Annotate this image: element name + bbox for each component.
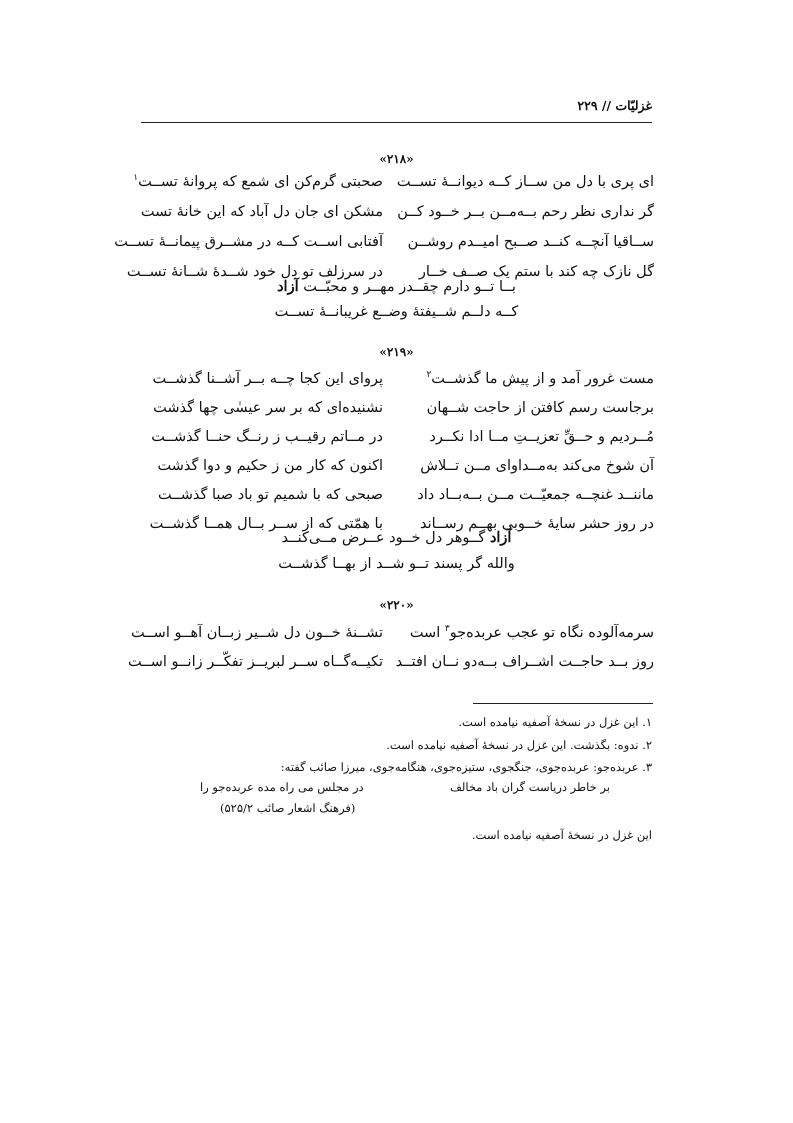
- verse-row: [141, 484, 654, 506]
- verse-row: [130, 622, 654, 644]
- footnote-marker: ۲: [426, 370, 432, 381]
- running-header: [141, 96, 652, 123]
- closing-line: [0, 527, 793, 549]
- hemistich-right: [409, 622, 654, 644]
- hemistich-left: پروای این کجا چــه بــر آشــنا گذشــت: [152, 371, 383, 387]
- footnote-example-verse: [200, 778, 610, 796]
- hemistich-right: گل نازک چه کند با ستم یک صــف خــار: [418, 264, 654, 280]
- hemistich-left: صبحی که با شمیم تو باد صبا گذشــت: [157, 487, 383, 503]
- closing-text: والله گر پسند تــو شــد از بهــا گذشــت: [278, 556, 515, 572]
- pen-name: آزاد: [489, 529, 512, 546]
- example-hemistich-left: در مجلس می راه مده عربده‌جو را: [200, 780, 364, 794]
- verse-row: [141, 426, 654, 448]
- closing-text: گــوهر دل خــود عــرض مــی‌کنــد: [281, 530, 490, 546]
- hemistich-right-text: مست غرور آمد و از پیش ما گذشــت: [431, 371, 654, 387]
- closing-text: کــه دلــم شــیفتهٔ وضــع غریبانــهٔ تســت: [274, 304, 519, 320]
- verse-row: [141, 368, 654, 390]
- footnote-marker: ۳: [444, 624, 450, 635]
- poem-number: «۲۱۸»: [379, 152, 414, 166]
- hemistich-left: در مــاتم رقیــب ز رنــگ حنــا گذشــت: [151, 429, 383, 445]
- closing-line: [0, 276, 793, 298]
- verse-row: [141, 397, 654, 419]
- hemistich-left: در سرزلف تو دل خود شــدهٔ شــانهٔ تســت: [126, 264, 383, 280]
- hemistich-left-text: صحبتی گرم‌کن ای شمع که پروانهٔ تســت: [138, 174, 383, 190]
- hemistich-right: ای پری با دل من ســاز کــه دیوانــهٔ تســت: [396, 174, 654, 190]
- hemistich-right-tail: است: [409, 625, 445, 641]
- closing-line: [0, 553, 793, 575]
- hemistich-right: ســاقیا آنچــه کنــد صــبح امیــدم روشــن: [407, 234, 654, 250]
- example-hemistich-right: بر خاطر دریاست گران باد مخالف: [449, 780, 610, 794]
- poem-number: «۲۱۹»: [379, 345, 414, 359]
- closing-line: [0, 301, 793, 323]
- footnote-2: ۲. ندوه: بگذشت. این غزل در نسخهٔ آصفیه نیامده است.: [386, 738, 652, 752]
- hemistich-right: ماننــد غنچــه جمعیّــت مــن بــه‌بــاد داد: [417, 487, 654, 503]
- hemistich-left: نشنیده‌ای که بر سر عیسٰی چها گذشت: [153, 400, 383, 416]
- hemistich-right: مُــردیم و حــقِّ تعزیــتِ مــا ادا نکــرد: [429, 429, 654, 445]
- verse-row: [141, 455, 654, 477]
- closing-text: بــا تــو دارم چقــدر مهــر و محبّــت: [298, 279, 516, 295]
- hemistich-right: برجاست رسم کافتن از حاجت شــهان: [426, 400, 654, 416]
- footnote-marker: ۱: [133, 173, 139, 184]
- footnote-1: ۱. این غزل در نسخهٔ آصفیه نیامده است.: [458, 715, 652, 729]
- verse-row: [141, 201, 654, 223]
- hemistich-left: با همّتی که از ســر بــال همــا گذشــت: [149, 516, 383, 532]
- hemistich-right-text: سرمه‌آلوده نگاه تو عجب عربده‌جو: [449, 625, 654, 641]
- pen-name: آزاد: [277, 278, 299, 295]
- hemistich-left: اکنون که کار من ز حکیم و دوا گذشت: [157, 458, 383, 474]
- footnote-divider: [473, 703, 653, 704]
- hemistich-right: در روز حشر سایهٔ خــوبی بهــم رســاند: [419, 516, 654, 532]
- hemistich-left: تشــنهٔ خــون دل شــیر زبــان آهــو اســت: [130, 625, 383, 641]
- footnote-source-text: (فرهنگ اشعار صائب ۵۲۵/۲): [220, 801, 356, 815]
- verse-row: [114, 231, 654, 253]
- hemistich-left: [133, 171, 383, 193]
- header-title: غزلیّات // ۲۲۹: [577, 98, 652, 113]
- footnote-3: ۳. عربده‌جو: عربده‌جوی، جنگجوی، ستیزه‌جوی، هنگامه‌جوی، میرزا صائب گفته:: [280, 760, 652, 774]
- footnote-last: این غزل در نسخهٔ آصفیه نیامده است.: [471, 828, 652, 842]
- hemistich-right: آن شوخ می‌کند به‌مــداوای مــن تــلاش: [420, 458, 654, 474]
- hemistich-right: گر نداری نظر رحم بــه‌مــن بــر خــود کــن: [397, 204, 654, 220]
- hemistich-left: آفتابی اســت کــه در مشــرق پیمانــهٔ تســت: [114, 234, 383, 250]
- hemistich-left: تکیــه‌گــاه ســر لبریــز تفکّــر زانــو اســت: [128, 654, 383, 670]
- verse-row: [133, 171, 654, 193]
- hemistich-left: مشکن ای جان دل آباد که این خانهٔ تست: [140, 204, 383, 220]
- verse-row: [128, 651, 654, 673]
- hemistich-right: [412, 368, 654, 390]
- hemistich-right: روز بــد حاجــت اشــراف بــه‌دو نــان افتــد: [395, 654, 654, 670]
- poem-number: «۲۲۰»: [379, 598, 414, 612]
